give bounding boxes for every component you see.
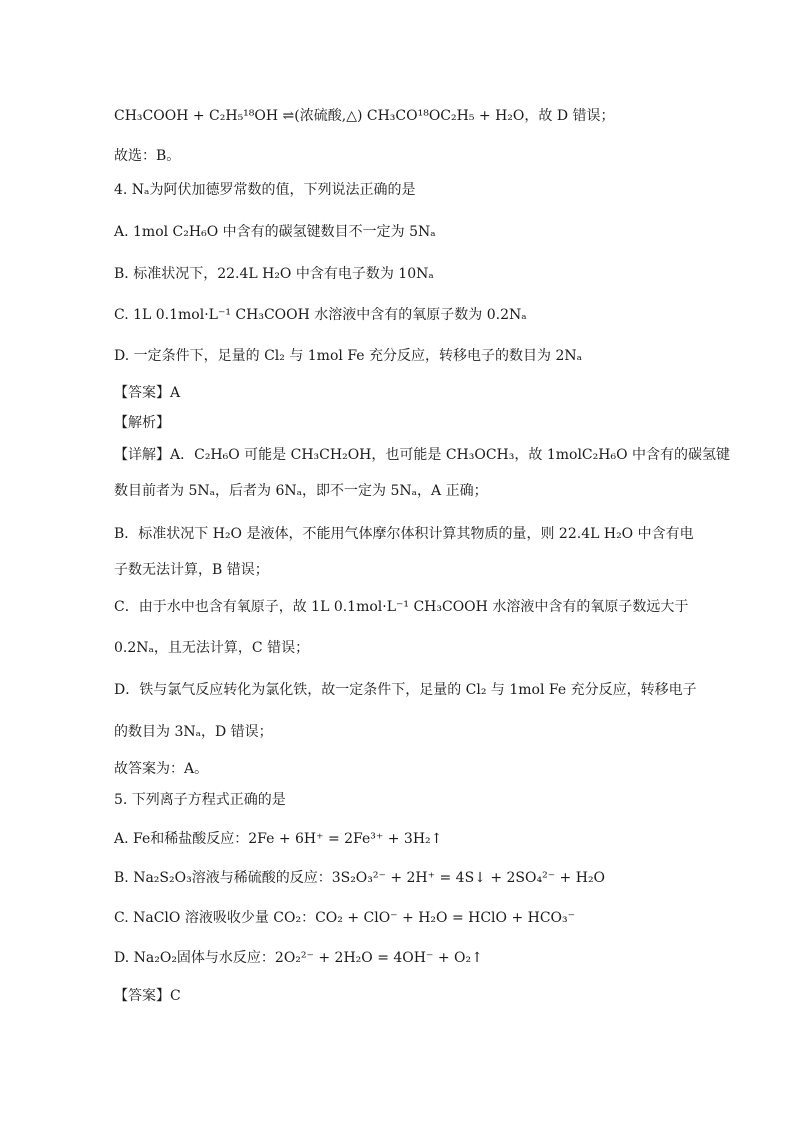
equation-line: CH₃COOH + C₂H₅¹⁸OH ⇌(浓硫酸,△) CH₃CO¹⁸OC₂H₅ + H₂O，故 D 错误； bbox=[114, 108, 615, 124]
q5-option-d: D. Na₂O₂固体与水反应：2O₂²⁻ + 2H₂O = 4OH⁻ + O₂↑ bbox=[114, 950, 483, 966]
q4-detail-line: 数目前者为 5Nₐ，后者为 6Nₐ，即不一定为 5Nₐ，A 正确； bbox=[114, 483, 488, 499]
q4-detail-line: D．铁与氯气反应转化为氯化铁，故一定条件下，足量的 Cl₂ 与 1mol Fe 充分反应，转移电子 bbox=[114, 682, 697, 698]
q4-answer: 【答案】A bbox=[114, 385, 181, 401]
q4-option-a: A. 1mol C₂H₆O 中含有的碳氢键数目不一定为 5Nₐ bbox=[114, 224, 436, 240]
q4-final-answer: 故答案为：A。 bbox=[114, 761, 209, 777]
q4-detail-line: C．由于水中也含有氧原子，故 1L 0.1mol·L⁻¹ CH₃COOH 水溶液中含有的氧原子数远大于 bbox=[114, 599, 689, 615]
q4-detail-line: 的数目为 3Nₐ，D 错误； bbox=[114, 724, 273, 740]
q4-option-b: B. 标准状况下，22.4L H₂O 中含有电子数为 10Nₐ bbox=[114, 266, 434, 282]
q4-analysis-heading: 【解析】 bbox=[114, 415, 170, 431]
question-4-stem: 4. Nₐ为阿伏加德罗常数的值，下列说法正确的是 bbox=[114, 182, 416, 198]
q5-option-a: A. Fe和稀盐酸反应：2Fe + 6H⁺ = 2Fe³⁺ + 3H₂↑ bbox=[114, 831, 443, 847]
q4-detail-line: 【详解】A．C₂H₆O 可能是 CH₃CH₂OH，也可能是 CH₃OCH₃，故 1molC₂H₆O 中含有的碳氢键 bbox=[114, 447, 730, 463]
q5-option-b: B. Na₂S₂O₃溶液与稀硫酸的反应：3S₂O₃²⁻ + 2H⁺ = 4S↓ + 2SO₄²⁻ + H₂O bbox=[114, 870, 606, 886]
q5-answer: 【答案】C bbox=[114, 988, 181, 1004]
q4-detail-line: B．标准状况下 H₂O 是液体，不能用气体摩尔体积计算其物质的量，则 22.4L H₂O 中含有电 bbox=[114, 526, 694, 542]
q5-option-c: C. NaClO 溶液吸收少量 CO₂：CO₂ + ClO⁻ + H₂O = HClO + HCO₃⁻ bbox=[114, 910, 576, 926]
q4-option-d: D. 一定条件下，足量的 Cl₂ 与 1mol Fe 充分反应，转移电子的数目为 2Nₐ bbox=[114, 348, 583, 364]
question-5-stem: 5. 下列离子方程式正确的是 bbox=[114, 792, 286, 808]
prev-answer-choice: 故选：B。 bbox=[114, 148, 181, 164]
q4-detail-line: 0.2Nₐ，且无法计算，C 错误； bbox=[114, 640, 310, 656]
q4-detail-line: 子数无法计算，B 错误； bbox=[114, 562, 269, 578]
q4-option-c: C. 1L 0.1mol·L⁻¹ CH₃COOH 水溶液中含有的氧原子数为 0.2Nₐ bbox=[114, 307, 527, 323]
